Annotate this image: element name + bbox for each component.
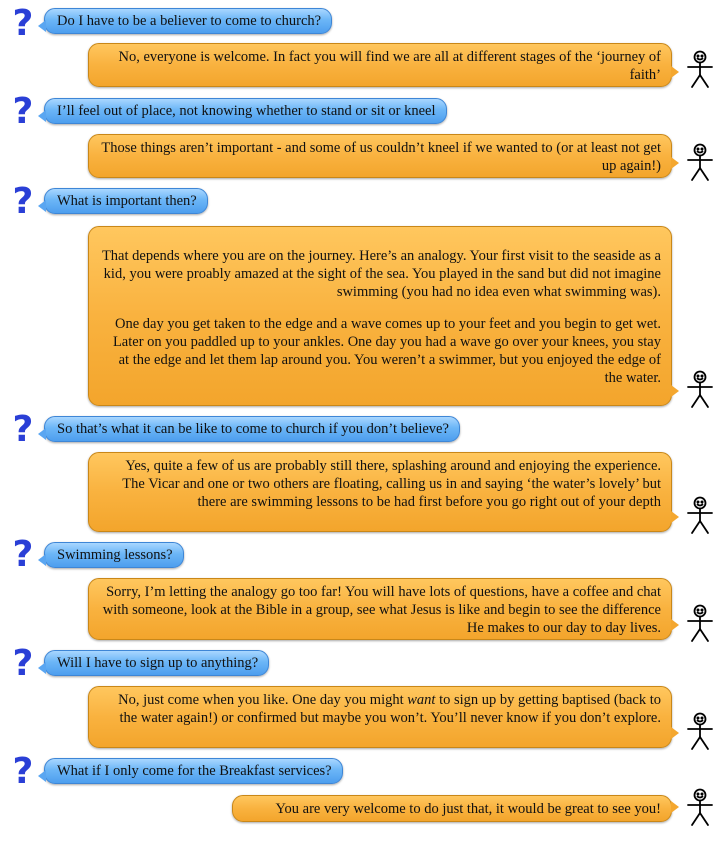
question-bubble: Do I have to be a believer to come to church? bbox=[44, 8, 332, 34]
answer-bubble bbox=[88, 43, 672, 87]
question-mark-icon bbox=[9, 93, 37, 129]
answer-text: Those things aren’t important - and some of us couldn’t kneel if we wanted to (or at least not get up again!) bbox=[101, 140, 661, 174]
svg-text:?: ? bbox=[12, 5, 34, 41]
answer-bubble bbox=[88, 226, 672, 406]
answer-text: That depends where you are on the journey. Here’s an analogy. Your first visit to the seaside as a kid, you were proably amazed at the sight of the sea. You played in the sand but did not imagine swimming (you had no idea even what swimming was). bbox=[101, 248, 661, 300]
answer-bubble bbox=[88, 134, 672, 178]
question-mark-icon bbox=[9, 183, 37, 219]
stick-figure-icon bbox=[684, 370, 716, 410]
answer-text-part: No, just come when you like. One day you might bbox=[118, 692, 408, 708]
answer-bubble bbox=[88, 578, 672, 640]
svg-text:?: ? bbox=[12, 93, 34, 129]
answer-text: Yes, quite a few of us are probably still there, splashing around and enjoying the experience. The Vicar and one or two others are floating, calling us in and saying ‘the water’s lovely’ but there are swimming lessons to be had first before you go right out of your depth bbox=[122, 458, 661, 510]
answer-text: Sorry, I’m letting the analogy go too far! You will have lots of questions, have a coffee and chat with someone, look at the Bible in a group, see what Jesus is like and begin to see the difference He makes to our day to day lives. bbox=[102, 584, 661, 636]
stick-figure-icon bbox=[684, 50, 716, 90]
svg-text:?: ? bbox=[12, 753, 34, 789]
answer-bubble bbox=[88, 452, 672, 532]
question-bubble: What is important then? bbox=[44, 188, 208, 214]
question-mark-icon bbox=[9, 753, 37, 789]
answer-emphasis: want bbox=[407, 692, 436, 708]
question-bubble: I’ll feel out of place, not knowing whether to stand or sit or kneel bbox=[44, 98, 447, 124]
question-bubble: Swimming lessons? bbox=[44, 542, 184, 568]
question-bubble: Will I have to sign up to anything? bbox=[44, 650, 269, 676]
svg-text:?: ? bbox=[12, 411, 34, 447]
answer-text: One day you get taken to the edge and a wave comes up to your feet and you begin to get wet. Later on you paddled up to your ankles. One day you had a wave go over your knees, you stay at the edge and let them lap around you. You weren’t a swimmer, but you enjoyed the edge of the water. bbox=[112, 316, 661, 386]
question-mark-icon bbox=[9, 411, 37, 447]
svg-text:?: ? bbox=[12, 536, 34, 572]
answer-text: No, everyone is welcome. In fact you will find we are all at different stages of the ‘journey of faith’ bbox=[118, 49, 661, 83]
question-bubble: What if I only come for the Breakfast services? bbox=[44, 758, 343, 784]
svg-text:?: ? bbox=[12, 645, 34, 681]
question-mark-icon bbox=[9, 536, 37, 572]
answer-bubble bbox=[88, 686, 672, 748]
stick-figure-icon bbox=[684, 604, 716, 644]
question-mark-icon bbox=[9, 5, 37, 41]
answer-text bbox=[101, 691, 661, 727]
question-bubble: So that’s what it can be like to come to church if you don’t believe? bbox=[44, 416, 460, 442]
svg-text:?: ? bbox=[12, 183, 34, 219]
answer-text: You are very welcome to do just that, it would be great to see you! bbox=[275, 801, 661, 817]
question-mark-icon bbox=[9, 645, 37, 681]
stick-figure-icon bbox=[684, 788, 716, 828]
stick-figure-icon bbox=[684, 496, 716, 536]
answer-bubble bbox=[232, 795, 672, 822]
stick-figure-icon bbox=[684, 143, 716, 183]
stick-figure-icon bbox=[684, 712, 716, 752]
answer-text-part: to sign up by getting baptised (back to the water again!) or confirmed but maybe you won’t. You’ll never know if you don’t explore. bbox=[119, 692, 661, 726]
